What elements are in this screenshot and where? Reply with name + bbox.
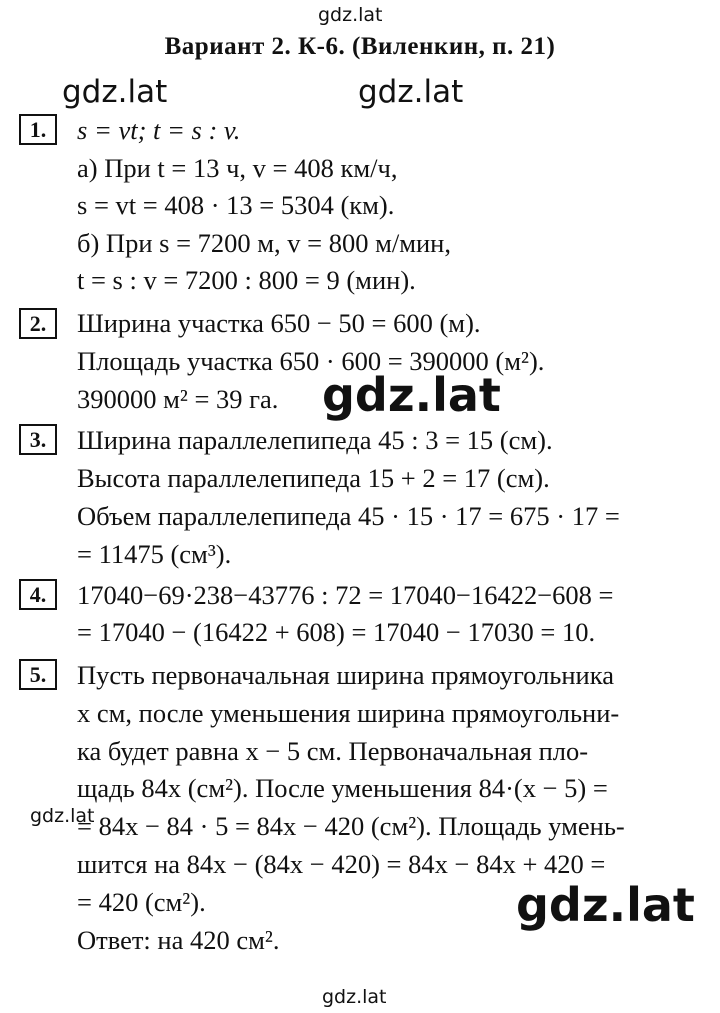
task-3-line-3: Объем параллелепипеда 45 · 15 · 17 = 675 · 17 = [77, 501, 620, 531]
watermark-top: gdz.lat [318, 4, 383, 26]
watermark-right-header: gdz.lat [358, 74, 464, 110]
task-2-line-2: Площадь участка 650 · 600 = 390000 (м²). [77, 346, 545, 376]
task-1-line-5: t = s : v = 7200 : 800 = 9 (мин). [77, 265, 416, 295]
task-3-line-4: = 11475 (см³). [77, 539, 232, 569]
task-number-1: 1. [19, 114, 57, 145]
task-5-line-4: щадь 84x (см²). После уменьшения 84·(x − 5) = [77, 773, 608, 803]
task-1-line-4: б) При s = 7200 м, v = 800 м/мин, [77, 228, 451, 258]
task-5-line-1: Пусть первоначальная ширина прямоугольника [77, 660, 614, 690]
task-3-line-1: Ширина параллелепипеда 45 : 3 = 15 (см). [77, 425, 553, 455]
task-number-2: 2. [19, 308, 57, 339]
task-4-line-1: 17040−69·238−43776 : 72 = 17040−16422−608 = [77, 580, 614, 610]
watermark-left-side: gdz.lat [30, 805, 95, 827]
task-2-line-1: Ширина участка 650 − 50 = 600 (м). [77, 308, 481, 338]
watermark-bottom: gdz.lat [322, 986, 387, 1008]
task-3-line-2: Высота параллелепипеда 15 + 2 = 17 (см). [77, 463, 550, 493]
watermark-left-header: gdz.lat [62, 74, 168, 110]
task-number-5: 5. [19, 659, 57, 690]
task-2-line-3: 390000 м² = 39 га. [77, 384, 279, 414]
task-1-line-1: s = vt; t = s : v. [77, 115, 241, 145]
task-1-line-3: s = vt = 408 · 13 = 5304 (км). [77, 190, 395, 220]
task-5-line-7: = 420 (см²). [77, 887, 206, 917]
watermark-mid: gdz.lat [322, 368, 501, 422]
task-number-4: 4. [19, 579, 57, 610]
watermark-bottom-right: gdz.lat [516, 878, 695, 932]
task-5-line-8: Ответ: на 420 см². [77, 925, 280, 955]
task-5-line-5: = 84x − 84 · 5 = 84x − 420 (см²). Площадь умень- [77, 811, 625, 841]
task-1-line-2: а) При t = 13 ч, v = 408 км/ч, [77, 153, 398, 183]
page-title: Вариант 2. К-6. (Виленкин, п. 21) [164, 33, 556, 60]
task-5-line-3: ка будет равна x − 5 см. Первоначальная пло- [77, 736, 589, 766]
task-5-line-2: x см, после уменьшения ширина прямоугольни- [77, 698, 620, 728]
task-number-3: 3. [19, 424, 57, 455]
task-4-line-2: = 17040 − (16422 + 608) = 17040 − 17030 = 10. [77, 617, 596, 647]
task-5-line-6: шится на 84x − (84x − 420) = 84x − 84x + 420 = [77, 849, 606, 879]
